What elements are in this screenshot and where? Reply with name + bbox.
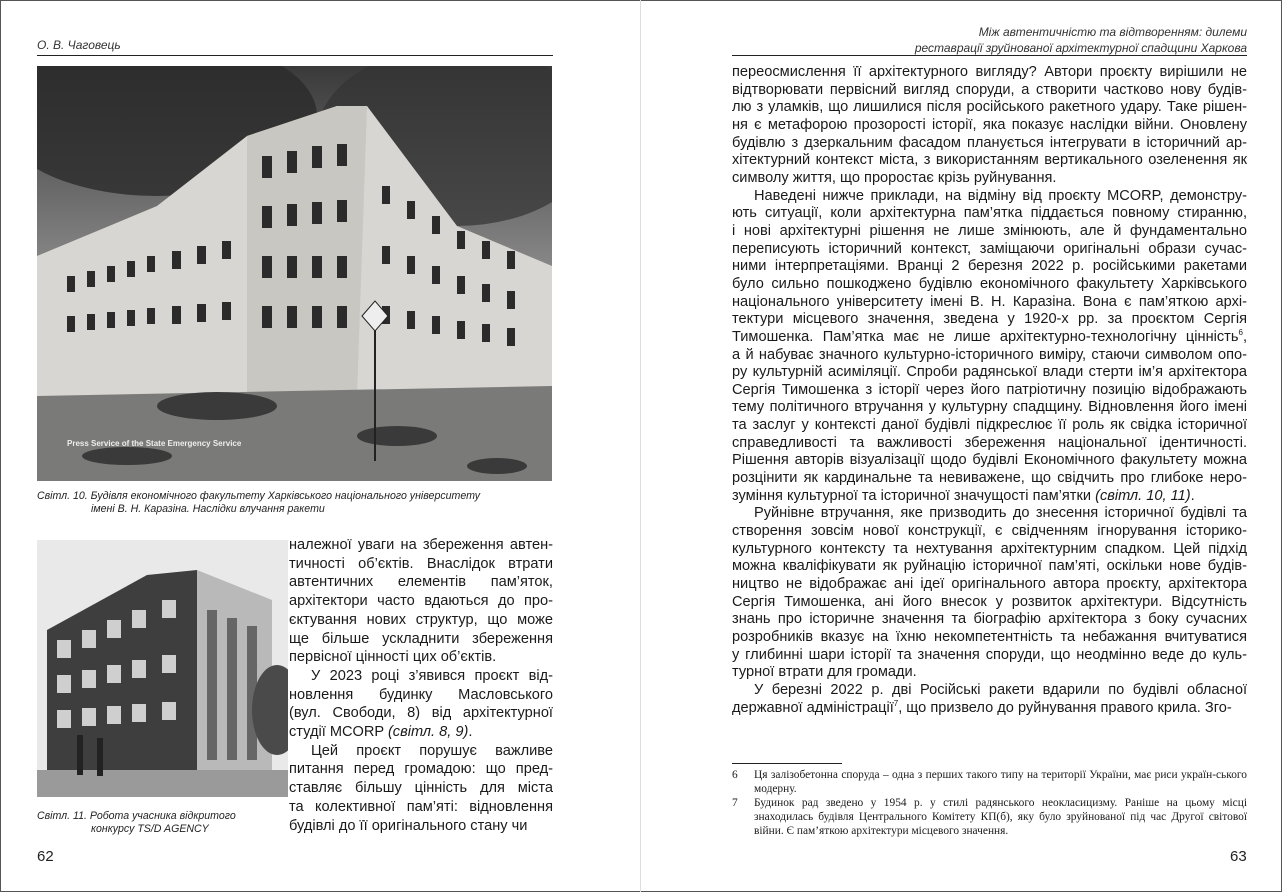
damaged-building-image [37,66,552,481]
text-segment: (вул. Свободи, 8) від архітектурної [289,705,553,722]
figure-reference: (світл. 10, 11) [1095,487,1191,504]
text-segment: єктування нових структур, що може [289,611,553,628]
text-line [732,700,1247,718]
text-segment: ставляє більшу цінність для міста [289,780,553,797]
text-line [732,399,1247,417]
running-head-title [915,24,1247,56]
text-segment: символу життя, що проростає крізь руйнування. [732,169,1057,186]
text-segment: Тимошенка. Пам’ятка має не лише архітектурно-технологічну цінність [732,328,1239,345]
footnote [732,768,1247,796]
text-segment: ництво не відображає ані ідеї оригінального автора проєкту, архітектора [732,576,1247,593]
text-segment: лю з уламків, що лишилися після російського ракетного удару. Таке рішен- [732,99,1247,116]
footnote-marker: 6 [1238,327,1243,337]
text-line [732,523,1247,541]
text-line [732,241,1247,259]
caption-line: Світл. 11. Робота учасника відкритого [37,810,236,822]
text-line [289,573,553,592]
text-line [289,686,553,705]
text-segment: автентичних елементів пам’яток, [289,574,553,591]
text-line [732,117,1247,135]
text-line [732,488,1247,506]
header-rule [37,55,553,56]
text-line [732,629,1247,647]
text-line [732,205,1247,223]
text-line [289,798,553,817]
page-number-right: 63 [1230,848,1247,865]
text-segment: та колективної пам’яті: відновлення [289,798,553,815]
text-segment: ють ситуації, коли архітектурна пам’ятка піддається повному стиранню, [732,205,1247,222]
text-line [732,611,1247,629]
text-segment: новлення будинку Масловського [289,686,553,703]
text-line [732,452,1247,470]
text-line [732,505,1247,523]
text-segment: тектури місцевого значення, зведена у 1920-х рр. за проєктом Сергія [732,311,1247,328]
text-line [732,311,1247,329]
left-text-column [289,536,553,835]
text-segment: . [1190,487,1195,504]
page-number-left: 62 [37,848,54,865]
footnote-text: Ця залізобетонна споруда – одна з перших такого типу на території України, має риси україн-ського модерну. [754,769,1247,795]
figure-11-caption [37,810,236,836]
text-line [289,555,553,574]
running-head-line: реставрації зруйнованої архітектурної спадщини Харкова [914,41,1247,55]
text-line [732,170,1247,188]
text-line [732,664,1247,682]
text-segment: переписують історичний контекст, заміщаючи оригінальні образи сучас- [732,240,1247,257]
text-segment: . [468,724,473,741]
text-segment: справедливості та важливості збереження національної ідентичності. [732,434,1247,451]
running-head-line: Між автентичністю та відтворенням: дилеми [978,25,1247,39]
text-line [732,347,1247,365]
text-segment: та заслуг у контексті даної будівлі підкреслює її роль як свідка історичної [732,417,1247,434]
text-segment: відтворювати первісний вигляд споруди, а створити частково нову будів- [732,81,1247,98]
footnotes [732,768,1247,838]
text-line [732,594,1247,612]
running-head-author: О. В. Чаговець [37,38,121,52]
text-line [732,576,1247,594]
text-line [732,135,1247,153]
text-line [732,188,1247,206]
text-segment: будівлі до її оригінального стану чи [289,817,528,834]
figure-reference: (світл. 8, 9) [387,724,469,741]
text-segment: тему політичного втручання у культурну спадщину. Відновлення його імені [732,399,1247,416]
text-segment: знань про історичне значення та біографію архітектора з боку сучасних [732,611,1247,628]
caption-line: Світл. 10. Будівля економічного факультету Харківського національного університету [37,490,481,502]
text-segment: ще більше ускладнити збереження [289,630,553,647]
text-segment: державної адміністрації [732,699,894,716]
text-segment: будівлю з дзеркальним фасадом планується інтегрувати в історичний ар- [732,134,1247,151]
text-line [732,329,1247,347]
text-line [289,611,553,630]
photo-credit-watermark: Press Service of the State Emergency Service [67,439,242,448]
text-segment: У березні 2022 р. дві Російські ракети вдарили по будівлі обласної [754,681,1247,698]
text-line [289,704,553,723]
text-line [732,417,1247,435]
text-segment: у глибинні шари історії та значення споруди, що неодмінно веде до куль- [732,646,1247,663]
text-line [289,760,553,779]
text-line [732,541,1247,559]
footnote-number: 7 [732,797,738,809]
text-segment: первісної цінності цих об’єктів. [289,649,497,666]
text-line [732,435,1247,453]
text-segment: можна кваліфікувати як руйнацію історичної пам’яті, оскільки нове будів- [732,558,1247,575]
text-segment: тичності об’єктів. Внаслідок втрати [289,555,553,572]
footnote [732,796,1247,838]
text-line [289,667,553,686]
text-segment: Рішення авторів візуалізації щодо будівлі Економічного факультету можна [732,452,1247,469]
text-line [289,592,553,611]
figure-10-photo [37,66,552,481]
text-line [732,470,1247,488]
text-line [732,99,1247,117]
text-line [732,294,1247,312]
text-line [289,536,553,555]
text-line [732,382,1247,400]
text-segment: було сильно пошкоджено будівлю економічного факультету Харківського [732,275,1247,292]
text-segment: Руйнівне втручання, яке призводить до знесення історичної будівлі та [754,505,1247,522]
text-line [289,648,553,667]
text-line [732,647,1247,665]
text-segment: архітектори часто вдаються до про- [289,593,553,610]
footnote-number: 6 [732,769,738,781]
text-line [732,223,1247,241]
text-segment: зуміння культурної та історичної значущості пам’ятки [732,487,1096,504]
text-segment: Сергія Тимошенка, ані його внесок у розвиток архітектури. Відсутність [732,593,1247,610]
text-line [289,817,553,836]
text-segment: створення зовсім нової конструкції, є свідченням ігнорування історико- [732,523,1247,540]
text-segment: а й набуває значного культурно-історичного виміру, стаючи символом опо- [732,346,1247,363]
text-segment: розцінити як кардинальне та невиважене, що свідчить про глибоке неро- [732,470,1247,487]
text-segment: , що призвело до руйнування правого крила. Зго- [898,699,1232,716]
text-segment: ру культурній асиміляції. Спроби радянської влади стерти ім’я архітектора [732,364,1247,381]
new-building-rendering-image [37,540,288,797]
text-line [732,558,1247,576]
text-segment: , [1242,328,1247,345]
text-segment: Наведені нижче приклади, на відміну від проєкту MCORP, демонстру- [754,187,1247,204]
text-segment: розробників вказує на їхню некомпетентність та небажання вчитуватися [732,629,1247,645]
text-line [732,152,1247,170]
text-line [732,276,1247,294]
text-line [732,82,1247,100]
footnote-separator [732,763,842,764]
text-line [732,682,1247,700]
header-rule [732,55,1247,56]
text-segment: Сергія Тимошенка з історії через його патріотичну позицію відображають [732,381,1247,398]
text-segment: культурного контексту та нехтування архітектурним спадком. Цей підхід [732,540,1247,557]
figure-10-caption [37,490,480,516]
text-line [289,630,553,649]
text-line [289,723,553,742]
figure-11-photo [37,540,288,797]
text-segment: належної уваги на збереження автен- [289,537,553,553]
text-line [732,258,1247,276]
text-segment: У 2023 році з’явився проєкт від- [311,667,553,684]
text-line [289,779,553,798]
text-segment: студії MCORP [289,724,388,741]
text-line [732,364,1247,382]
text-segment: хітектурний контекст міста, з використанням вертикального озеленення як [732,152,1247,169]
text-line [732,64,1247,82]
text-segment: питання перед громадою: що пред- [289,761,553,778]
right-text-column [732,64,1247,717]
text-segment: Цей проєкт порушує важливе [311,742,553,759]
footnote-marker: 7 [893,698,899,708]
text-line [289,742,553,761]
book-spine [640,0,641,892]
text-segment: турної втрати для громади. [732,664,917,681]
text-segment: національного університету імені В. Н. Каразіна. Вона є пам’яткою архі- [732,293,1247,310]
text-segment: і нові архітектурні рішення не лише змінюють, але й фундаментально [732,222,1247,239]
text-segment: ня є метафорою прозорості історії, яка показує наслідки війни. Оновлену [732,116,1247,133]
text-segment: переосмислення її архітектурного вигляду? Автори проєкту вирішили не [732,64,1247,80]
caption-line: конкурсу TS/D AGENCY [91,823,209,835]
caption-line: імені В. Н. Каразіна. Наслідки влучання ракети [91,503,325,515]
footnote-text: Будинок рад зведено у 1954 р. у стилі радянського неокласицизму. Раніше на цьому місці знаходилась будівля Центрального Комітету КП(б), яку було зруйнованої під час Другої світової війни. Є пам’яткою архітектури місцевого значення. [754,797,1247,837]
text-segment: ними інтерпретаціями. Вранці 2 березня 2022 р. російськими ракетами [732,258,1247,275]
